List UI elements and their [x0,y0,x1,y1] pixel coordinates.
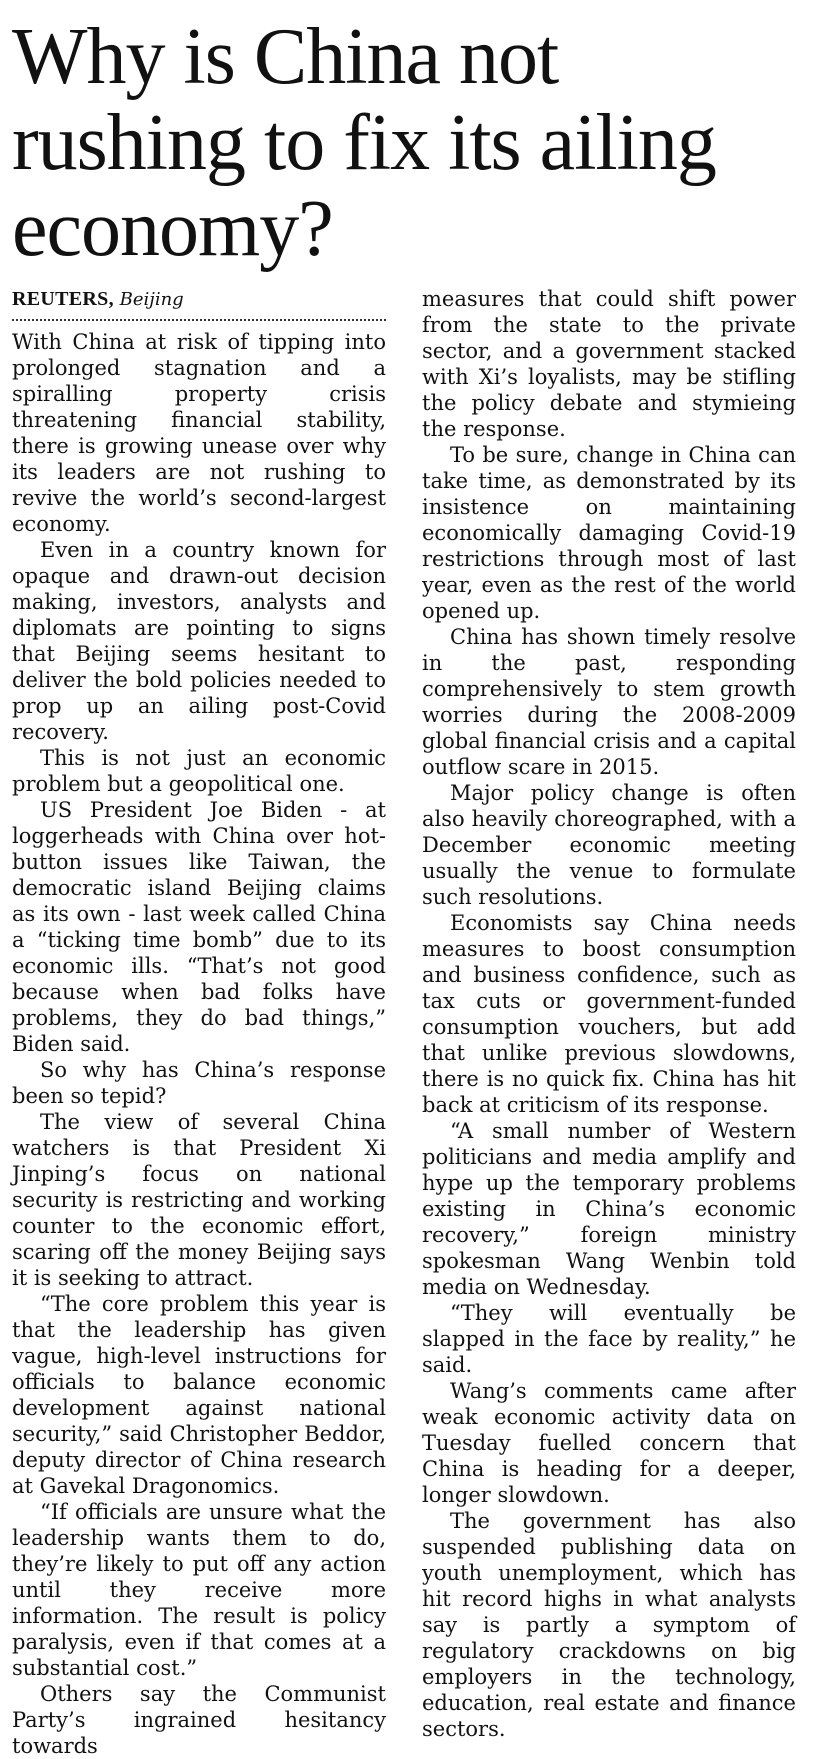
paragraph: “The core problem this year is that the leadership has given vague, high-level instructions for officials to balance economic development against national security,” said Christopher Beddor, deputy director of China research at Gavekal Dragonomics. [12,1292,386,1498]
dateline [12,286,386,321]
paragraph: “They will eventually be slapped in the face by reality,” he said. [422,1301,796,1377]
column-right [422,286,796,1759]
paragraph: So why has China’s response been so tepid? [12,1058,386,1108]
paragraph: Economists say China needs measures to boost consumption and business confidence, such as tax cuts or government-funded consumption vouchers, but add that unlike previous slowdowns, there is no quick fix. China has hit back at criticism of its response. [422,911,796,1117]
paragraph: This is not just an economic problem but a geopolitical one. [12,746,386,796]
news-agency: REUTERS, [12,288,114,310]
paragraph: US President Joe Biden - at loggerheads with China over hot-button issues like Taiwan, the democratic island Beijing claims as its own - last week called China a “ticking time bomb” due to its economic ills. “That’s not good because when bad folks have problems, they do bad things,” Biden said. [12,798,386,1056]
paragraph: China has shown timely resolve in the past, responding comprehensively to stem growth worries during the 2008-2009 global financial crisis and a capital outflow scare in 2015. [422,625,796,779]
paragraph: The government has also suspended publishing data on youth unemployment, which has hit record highs in what analysts say is partly a symptom of regulatory crackdowns on big employers in the technology, education, real estate and finance sectors. [422,1509,796,1741]
paragraph: With China at risk of tipping into prolonged stagnation and a spiralling property crisis threatening financial stability, there is growing unease over why its leaders are not rushing to revive the world’s second-largest economy. [12,330,386,536]
dateline-place: Beijing [119,289,184,310]
paragraph: Wang’s comments came after weak economic activity data on Tuesday fuelled concern that China is heading for a deeper, longer slowdown. [422,1379,796,1507]
article-body [12,286,796,1759]
headline: Why is China not rushing to fix its ailing economy? [12,13,716,273]
paragraph: Major policy change is often also heavily choreographed, with a December economic meeting usually the venue to formulate such resolutions. [422,781,796,909]
paragraph: The view of several China watchers is that President Xi Jinping’s focus on national security is restricting and working counter to the economic effort, scaring off the money Beijing says it is seeking to attract. [12,1110,386,1290]
paragraph: Others say the Communist Party’s ingrained hesitancy towards [12,1682,386,1758]
paragraph: Even in a country known for opaque and drawn-out decision making, investors, analysts and diplomats are pointing to signs that Beijing seems hesitant to deliver the bold policies needed to prop up an ailing post-Covid recovery. [12,538,386,744]
paragraph: “If officials are unsure what the leadership wants them to do, they’re likely to put off any action until they receive more information. The result is policy paralysis, even if that comes at a substantial cost.” [12,1500,386,1680]
paragraph: measures that could shift power from the state to the private sector, and a government stacked with Xi’s loyalists, may be stifling the policy debate and stymieing the response. [422,287,796,441]
column-left [12,286,386,1759]
paragraph: “A small number of Western politicians and media amplify and hype up the temporary problems existing in China’s economic recovery,” foreign ministry spokesman Wang Wenbin told media on Wednesday. [422,1119,796,1299]
paragraph: To be sure, change in China can take time, as demonstrated by its insistence on maintaining economically damaging Covid-19 restrictions through most of last year, even as the rest of the world opened up. [422,443,796,623]
